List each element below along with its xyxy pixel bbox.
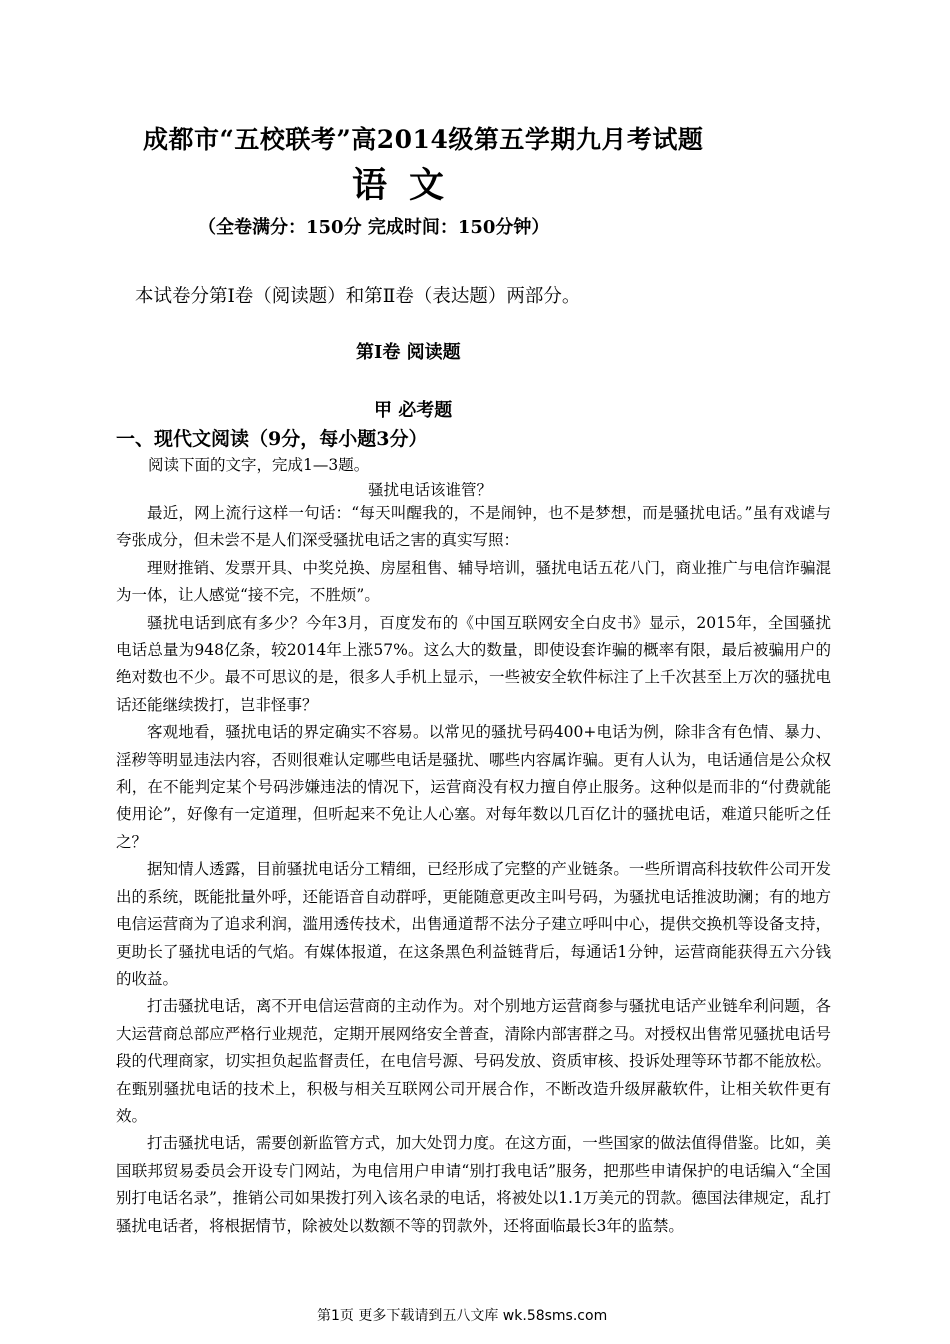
- exam-title: 成都市“五校联考”高2014级第五学期九月考试题: [143, 125, 704, 154]
- article-paragraph: 打击骚扰电话，需要创新监管方式，加大处罚力度。在这方面，一些国家的做法值得借鉴。比如，美国联邦贸易委员会开设专门网站，为电信用户申请“别打我电话”服务，把那些申请保护的电话编入“全国别打电话名录”，推销公司如果拨打列入该名录的电话，将被处以1.1万美元的罚款。德国法律规定，乱打骚扰电话者，将根据情节，除被处以数额不等的罚款外，还将面临最长3年的监禁。: [116, 1134, 831, 1235]
- article-paragraph: 据知情人透露，目前骚扰电话分工精细，已经形成了完整的产业链条。一些所谓高科技软件公司开发出的系统，既能批量外呼，还能语音自动群呼，更能随意更改主叫号码，为骚扰电话推波助澜；有的地方电信运营商为了追求利润，滥用透传技术，出售通道帮不法分子建立呼叫中心，提供交换机等设备支持，更助长了骚扰电话的气焰。有媒体报道，在这条黑色利益链背后，每通话1分钟，运营商能获得五六分钱的收益。: [116, 860, 831, 988]
- subject-title: 语文: [352, 165, 467, 206]
- exam-intro: 本试卷分第Ⅰ卷（阅读题）和第Ⅱ卷（表达题）两部分。: [135, 286, 581, 307]
- section-title: 甲 必考题: [374, 400, 453, 421]
- article-paragraph: 打击骚扰电话，离不开电信运营商的主动作为。对个别地方运营商参与骚扰电话产业链牟利问题，各大运营商总部应严格行业规范，定期开展网络安全普查，清除内部害群之马。对授权出售常见骚扰电话号段的代理商家，切实担负起监督责任，在电信号源、号码发放、资质审核、投诉处理等环节都不能放松。在甄别骚扰电话的技术上，积极与相关互联网公司开展合作，不断改造升级屏蔽软件，让相关软件更有效。: [116, 997, 831, 1125]
- page-footer: 第1页 更多下载请到五八文库 wk.58sms.com: [317, 1308, 608, 1324]
- article-paragraph: 理财推销、发票开具、中奖兑换、房屋租售、辅导培训，骚扰电话五花八门，商业推广与电信诈骗混为一体，让人感觉“接不完，不胜烦”。: [116, 558, 831, 605]
- reading-instruction: 阅读下面的文字，完成1—3题。: [148, 456, 370, 474]
- score-time-line: （全卷满分：150分 完成时间：150分钟）: [198, 217, 550, 238]
- article-paragraph: 骚扰电话到底有多少？今年3月，百度发布的《中国互联网安全白皮书》显示，2015年，全国骚扰电话总量为948亿条，较2014年上涨57%。这么大的数量，即使设套诈骗的概率有限，最后被骗用户的绝对数也不少。最不可思议的是，很多人手机上显示，一些被安全软件标注了上千次甚至上万次的骚扰电话还能继续拨打，岂非怪事？: [116, 613, 831, 714]
- article-paragraph: 客观地看，骚扰电话的界定确实不容易。以常见的骚扰号码400+电话为例，除非含有色情、暴力、淫秽等明显违法内容，否则很难认定哪些电话是骚扰、哪些内容属诈骗。更有人认为，电话通信是公众权利，在不能判定某个号码涉嫌违法的情况下，运营商没有权力擅自停止服务。这种似是而非的“付费就能使用论”，好像有一定道理，但听起来不免让人心塞。对每年数以几百亿计的骚扰电话，难道只能听之任之？: [116, 723, 831, 851]
- article-paragraph: 最近，网上流行这样一句话：“每天叫醒我的，不是闹钟，也不是梦想，而是骚扰电话。”虽有戏谑与夸张成分，但未尝不是人们深受骚扰电话之害的真实写照：: [116, 504, 831, 550]
- article-title: 骚扰电话该谁管？: [368, 481, 493, 499]
- question-heading: 一、现代文阅读（9分，每小题3分）: [116, 428, 428, 450]
- article-body: [116, 500, 831, 1240]
- part-title: 第Ⅰ卷 阅读题: [356, 342, 461, 363]
